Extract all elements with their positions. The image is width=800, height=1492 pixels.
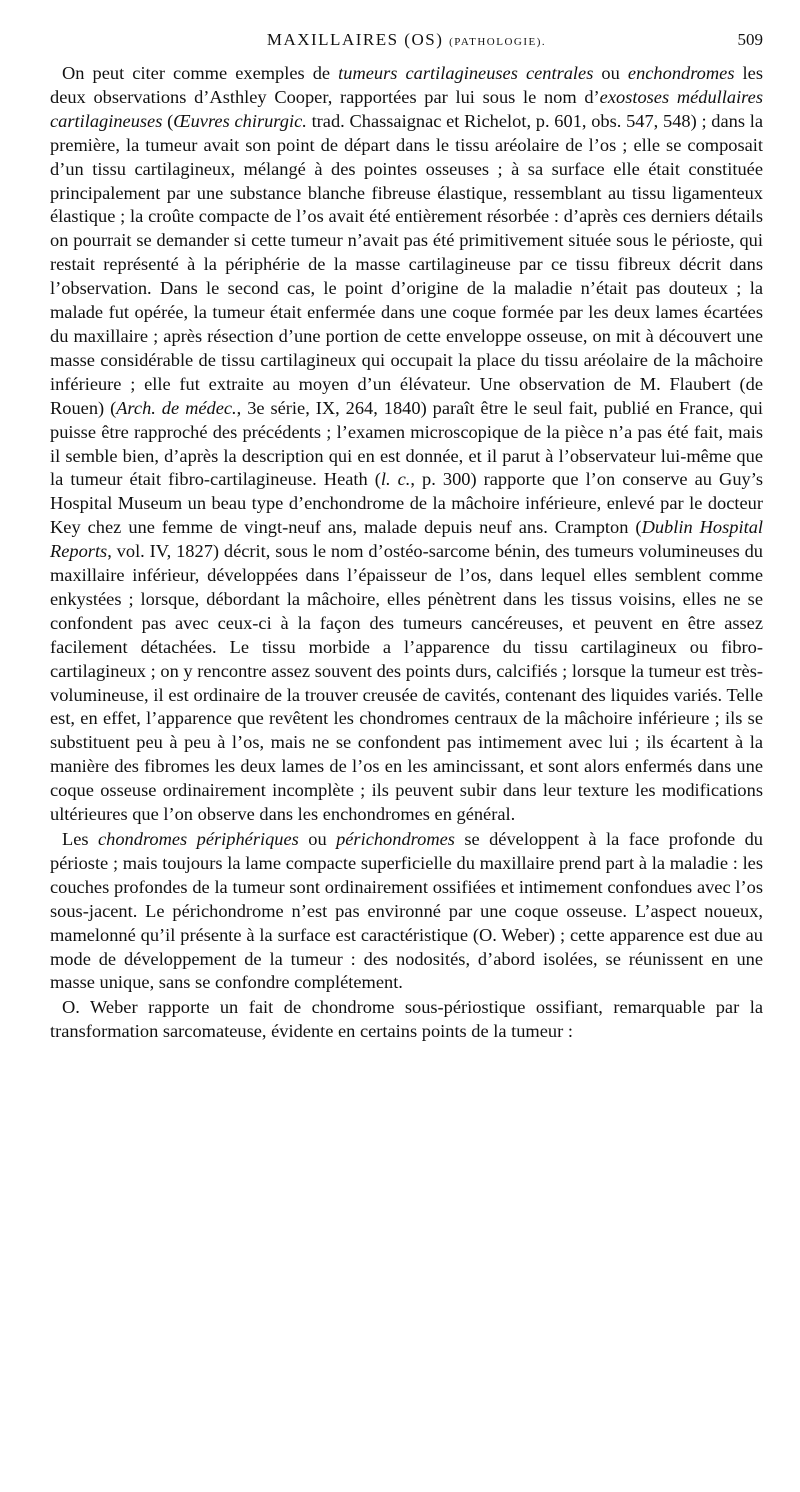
body-text <box>50 62 763 1044</box>
italic-text: tumeurs cartilagineuses centrales <box>338 63 594 83</box>
paragraph <box>50 62 763 827</box>
header-title-small: (PATHOLOGIE). <box>449 36 547 48</box>
text-run: , p. 300) rapporte que l’on conserve au Guy’s Hospital Museum un beau type d’enchondrome de la mâchoire inférieure, enlevé par le docteur Key chez une femme de vingt-neuf ans, malade depuis neuf ans. Crampton ( <box>50 469 763 538</box>
text-run: ( <box>162 110 174 131</box>
text-run: se développent à la face profonde du périoste ; mais toujours la lame compacte superficielle du maxillaire prend part à la maladie : les couches profondes de la tumeur sont ordinairement ossifiées et intimement confondues avec l’os sous-jacent. Le périchondrome n’est pas environné par une coque osseuse. L’aspect noueux, mamelonné qu’il présente à la surface est caractéristique (O. Weber) ; cette apparence est due au mode de développement de la tumeur : des nodosités, d’abord isolées, se réunissent en une masse unique, sans se confondre complétement. <box>50 829 763 993</box>
page-number: 509 <box>737 30 763 49</box>
italic-text: Dublin Hospital Reports <box>50 517 763 562</box>
running-header <box>50 30 763 56</box>
text-run: , vol. IV, 1827) décrit, sous le nom d’ostéo-sarcome bénin, des tumeurs volumineuses du maxillaire inférieur, développées dans l’épaisseur de l’os, dans lequel elles semblent comme enkystées ; lorsque, débordant la mâchoire, elles pénètrent dans les tissus voisins, elles ne se confondent pas avec ceux-ci à la façon des tumeurs cancéreuses, et peuvent en être assez facilement détachées. Le tissu morbide a l’apparence du tissu cartilagineux ou fibro-cartilagineux ; on y rencontre assez souvent des points durs, calcifiés ; lorsque la tumeur est très-volumineuse, il est ordinaire de la trouver creusée de cavités, contenant des liquides variés. Telle est, en effet, l’apparence que revêtent les chondromes centraux de la mâchoire inférieure ; ils se substituent peu à peu à l’os, mais ne se confondent pas intimement avec lui ; ils écartent à la manière des fibromes les deux lames de l’os en les amincissant, et sont alors enfermés dans une coque osseuse ordinairement incomplète ; ils peuvent subir dans leur texture les modifications ultérieures que l’on observe dans les enchondromes en général. <box>50 541 763 825</box>
italic-text: Œuvres chirurgic. <box>173 110 307 131</box>
text-run: On peut citer comme exemples de <box>62 63 339 83</box>
text-run: O. Weber rapporte un fait de chondrome sous-périostique ossifiant, remarquable par la transformation sarcomateuse, évidente en certains points de la tumeur : <box>50 997 763 1042</box>
italic-text: chondromes périphériques <box>98 829 299 849</box>
paragraph <box>50 828 763 995</box>
header-title <box>267 30 546 50</box>
text-run: ou <box>298 829 337 849</box>
document-page <box>50 30 763 1044</box>
italic-text: Arch. de médec. <box>116 397 237 418</box>
italic-text: l. c. <box>380 469 411 490</box>
text-run: , 3e série, IX, 264, 1840) paraît être le seul fait, publié en France, qui puisse être rapproché des précédents ; l’examen microscopique de la pièce n’a pas été fait, mais il semble bien, d’après la description qui en est donnée, et il parut à l’observateur lui-même que la tumeur était fibro-cartilagineuse. Heath ( <box>50 397 763 490</box>
italic-text: enchondromes <box>627 63 735 83</box>
text-run: ou <box>593 63 628 83</box>
text-run: Les <box>62 829 98 849</box>
italic-text: périchondromes <box>336 829 455 849</box>
text-run: les deux observations d’Asthley Cooper, rapportées par lui sous le nom d’ <box>50 63 763 107</box>
paragraph <box>50 996 763 1044</box>
header-title-main: MAXILLAIRES (OS) <box>266 30 444 49</box>
italic-text: exostoses médullaires cartilagineuses <box>50 86 763 131</box>
text-run: trad. Chassaignac et Richelot, p. 601, obs. 547, 548) ; dans la première, la tumeur avait son point de départ dans le tissu aréolaire de l’os ; elle se composait d’un tissu cartilagineux, mélangé à des pointes osseuses ; à sa surface elle était constituée principalement par une substance blanche fibreuse élastique, ressemblant au tissu ligamenteux élastique ; la croûte compacte de l’os avait été entièrement résorbée : d’après ces derniers détails on pourrait se demander si cette tumeur n’avait pas été primitivement située sous le périoste, qui restait représenté à la périphérie de la masse cartilagineuse par ce tissu fibreux décrit dans l’observation. Dans le second cas, le point d’origine de la maladie n’était pas douteux ; la malade fut opérée, la tumeur était enfermée dans une coque formée par les deux lames écartées du maxillaire ; après résection d’une portion de cette enveloppe osseuse, on mit à découvert une masse considérable de tissu cartilagineux qui occupait la place du tissu aréolaire de la mâchoire inférieure ; elle fut extraite au moyen d’un élévateur. Une observation de M. Flaubert (de Rouen) ( <box>50 110 763 418</box>
